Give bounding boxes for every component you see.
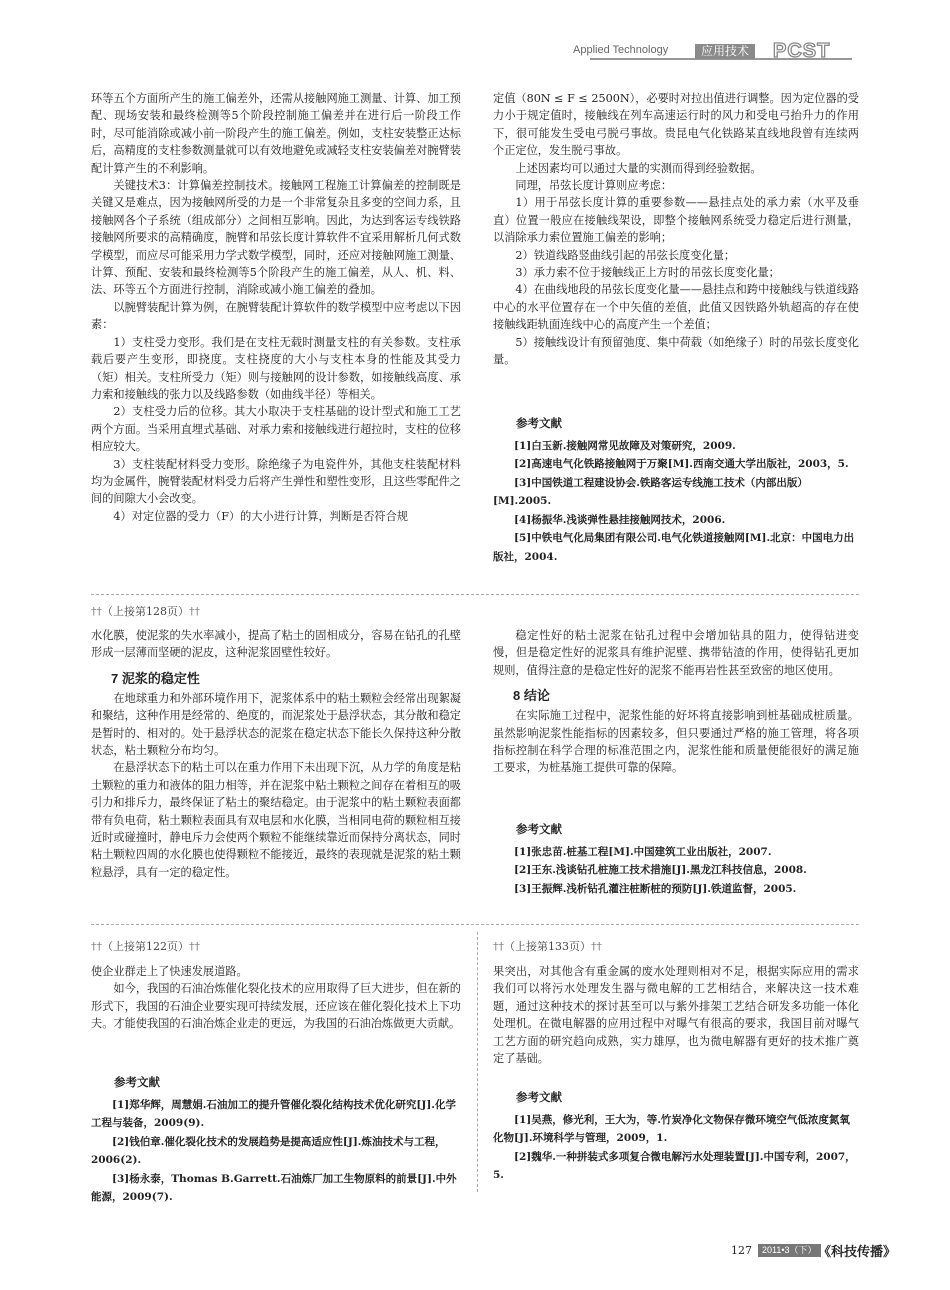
continued-label: （上接第122页） bbox=[102, 940, 189, 953]
reference-item: [2]王东.浅谈钻孔桩施工技术措施[J].黑龙江科技信息，2008. bbox=[514, 864, 807, 876]
paragraph: 上述因素均可以通过大量的实测而得到经验数据。 bbox=[515, 161, 762, 175]
column-divider bbox=[477, 932, 478, 1192]
header-section-english: Applied Technology bbox=[573, 44, 669, 56]
paragraph: 以腕臂装配计算为例，在腕臂装配计算软件的数学模型中应考虑以下因素： bbox=[91, 300, 461, 332]
paragraph: 5）接触线设计有预留弛度、集中荷载（如绝缘子）时的吊弦长度变化量。 bbox=[493, 335, 859, 367]
reference-item: [5]中铁电气化局集团有限公司.电气化铁道接触网[M].北京：中国电力出版社，2004. bbox=[493, 532, 855, 563]
paragraph: 2）铁道线路竖曲线引起的吊弦长度变化量； bbox=[515, 248, 736, 262]
reference-item: [3]王振辉.浅析钻孔灌注桩断桩的预防[J].铁道监督，2005. bbox=[514, 882, 797, 895]
continued-mark-icon: †† bbox=[91, 940, 102, 953]
reference-item: [2]魏华.一种拼装式多项复合微电解污水处理装置[J].中国专利，2007，5. bbox=[493, 1150, 856, 1181]
paragraph: 水化膜，使泥浆的失水率减小，提高了粘土的固相成分，容易在钻孔的孔壁形成一层薄而坚硬的泥皮，这种泥浆固壁性较好。 bbox=[91, 629, 461, 660]
references-heading: 参考文献 bbox=[114, 1075, 160, 1089]
issue-label: 2011•3（下） bbox=[758, 1244, 821, 1257]
continued-mark-icon: †† bbox=[189, 940, 200, 953]
page-number: 127 bbox=[731, 1244, 752, 1257]
reference-item: [2]钱伯章.催化裂化技术的发展趋势是提高适应性[J].炼油技术与工程，2006(2). bbox=[91, 1135, 446, 1166]
paragraph: 1）支柱受力变形。我们是在支柱无载时测量支柱的有关参数。支柱承载后要产生变形，即挠度。支柱挠度的大小与支柱本身的性能及其受力（矩）相关。支柱所受力（矩）则与接触网的设计参数，如接触线高度、承力索和接触线的张力以及线路参数（如曲线半径）等相关。 bbox=[91, 335, 461, 401]
paragraph: 使企业群走上了快速发展道路。 bbox=[91, 965, 248, 978]
section-heading: 7 泥浆的稳定性 bbox=[111, 670, 200, 686]
top-left-column bbox=[91, 90, 461, 525]
reference-item: [1]吴燕，修光利，王大为，等.竹炭净化文物保存微环境空气低浓度氮氧化物[J].环境科学与管理，2009，1. bbox=[493, 1113, 850, 1144]
paragraph: 果突出，对其他含有重金属的废水处理则相对不足，根据实际应用的需求我们可以将污水处理发生器与微电解的工艺相结合，来解决这一技术难题，通过这种技术的探讨甚至可以与紫外排架工艺结合研发多功能一体化处理机。在微电解器的应用过程中对曝气有很高的要求，我国目前对曝气工艺方面的研究趋向成熟，实力雄厚，也为微电解器有更好的技术推广奠定了基础。 bbox=[493, 965, 859, 1066]
middle-left-column bbox=[91, 627, 461, 881]
paragraph: 2）支柱受力后的位移。其大小取决于支柱基础的设计型式和施工工艺两个方面。当采用直埋式基础、对承力索和接触线进行超拉时，支柱的位移相应较大。 bbox=[91, 405, 461, 454]
paragraph: 关键技术3：计算偏差控制技术。接触网工程施工计算偏差的控制既是关键又是难点，因为接触网所受的力是一个非常复杂且多变的空间力系，且接触网各个子系统（组成部分）之间相互影响。因此，为达到客运专线铁路接触网所要求的高精确度，腕臂和吊弦长度计算软件不宜采用解析几何式数学模型，而应尽可能采用力学式数学模型，同时，还应对接触网施工测量、计算、预配、安装和最终检测等5个阶段产生的施工偏差，从人、机、料、法、环等五个方面进行控制，消除或减小施工偏差的叠加。 bbox=[91, 179, 461, 297]
references-heading: 参考文献 bbox=[516, 416, 562, 430]
top-references bbox=[493, 414, 859, 566]
continued-marker bbox=[91, 938, 200, 954]
journal-name: 《科技传播》 bbox=[818, 1245, 897, 1260]
reference-item: [1]张忠苗.桩基工程[M].中国建筑工业出版社，2007. bbox=[514, 845, 772, 858]
section-heading: 8 结论 bbox=[513, 688, 550, 704]
continued-mark-icon: †† bbox=[189, 605, 200, 618]
continued-label: （上接第128页） bbox=[102, 605, 189, 618]
reference-item: [3]中国铁道工程建设协会.铁路客运专线施工技术（内部出版）[M].2005. bbox=[493, 476, 808, 507]
section-divider bbox=[91, 924, 859, 925]
continued-mark-icon: †† bbox=[91, 605, 102, 618]
section-divider bbox=[91, 594, 859, 595]
paragraph: 3）承力索不位于接触线正上方时的吊弦长度变化量； bbox=[515, 266, 780, 280]
reference-item: [1]郑华辉，周慧娟.石油加工的提升管催化裂化结构技术优化研究[J].化学工程与装备，2009(9). bbox=[91, 1098, 456, 1129]
middle-right-column bbox=[493, 627, 859, 777]
paragraph: 如今，我国的石油冶炼催化裂化技术的应用取得了巨大进步，但在新的形式下，我国的石油企业要实现可持续发展，还应该在催化裂化技术上下功夫。才能使我国的石油冶炼企业走的更远，为我国的石油冶炼做更大贡献。 bbox=[91, 982, 461, 1031]
paragraph: 3）支柱装配材料受力变形。除绝缘子为电瓷件外，其他支柱装配材料均为金属件，腕臂装配材料受力后将产生弹性和塑性变形，且这些零配件之间的间隙大小会改变。 bbox=[91, 457, 461, 506]
paragraph: 同理，吊弦长度计算则应考虑： bbox=[515, 179, 673, 193]
paragraph: 环等五个方面所产生的施工偏差外，还需从接触网施工测量、计算、加工预配、现场安装和最终检测等5个阶段控制施工偏差并在进行后一阶段工作时，尽可能消除或减小前一阶段产生的施工偏差。例如，支柱安装整正达标后，高精度的支柱参数测量就可以有效地避免或减轻支柱安装偏差对腕臂装配计算产生的不利影响。 bbox=[91, 92, 461, 175]
reference-item: [3]杨永泰，Thomas B.Garrett.石油炼厂加工生物原料的前景[J].中外能源，2009(7). bbox=[91, 1172, 457, 1203]
continued-mark-icon: †† bbox=[591, 940, 602, 953]
reference-item: [2]高速电气化铁路接触网于万聚[M].西南交通大学出版社，2003，5. bbox=[514, 458, 849, 470]
continued-marker bbox=[493, 938, 602, 954]
continued-label: （上接第133页） bbox=[504, 940, 591, 953]
paragraph: 4）在曲线地段的吊弦长度变化量——悬挂点和跨中接触线与铁道线路中心的水平位置存在一个中矢值的差值，此值又因铁路外轨超高的存在使接触线距轨面连线中心的高度产生一个差值； bbox=[493, 283, 859, 332]
bottom-left-references bbox=[91, 1073, 461, 1207]
continued-mark-icon: †† bbox=[493, 940, 504, 953]
header-section-chinese: 应用技术 bbox=[695, 44, 755, 59]
reference-item: [1]白玉新.接触网常见故障及对策研究，2009. bbox=[514, 439, 736, 452]
paragraph: 定值（80N ≤ F ≤ 2500N），必要时对拉出值进行调整。因为定位器的受力小于规定值时，接触线在列车高速运行时的风力和受电弓抬升力的作用下，很可能发生受电弓脱弓事故。贵昆电气化铁路某直线地段曾有连续两个正定位，发生脱弓事故。 bbox=[493, 92, 859, 158]
paragraph: 4）对定位器的受力（F）的大小进行计算，判断是否符合规 bbox=[113, 509, 408, 523]
bottom-left-column bbox=[91, 963, 461, 1033]
paragraph: 在实际施工过程中，泥浆性能的好坏将直接影响到桩基础成桩质量。虽然影响泥浆性能指标的因素较多，但只要通过严格的施工管理，将各项指标控制在科学合理的标准范围之内，泥浆性能和质量便能很好的满足施工要求，为桩基施工提供可靠的保障。 bbox=[493, 709, 859, 775]
references-heading: 参考文献 bbox=[516, 1090, 562, 1104]
bottom-right-column bbox=[493, 963, 859, 1067]
paragraph: 稳定性好的粘土泥浆在钻孔过程中会增加钻具的阻力，使得钻进变慢，但是稳定性好的泥浆具有维护泥壁、携带钻渣的作用，使得钻孔更加规则，值得注意的是稳定性好的泥浆不能再岩性甚至致密的地区使用。 bbox=[493, 629, 859, 677]
bottom-right-references bbox=[493, 1088, 859, 1185]
continued-marker bbox=[91, 603, 200, 619]
middle-references bbox=[493, 820, 859, 898]
top-right-column bbox=[493, 90, 859, 369]
paragraph: 在地球重力和外部环境作用下，泥浆体系中的粘土颗粒会经常出现絮凝和聚结，这种作用是经常的、绝度的，而泥浆处于悬浮状态，其分散和稳定是暂时的、相对的。处于悬浮状态的泥浆在稳定状态下能长久保持这种分散状态，粘土颗粒分布均匀。 bbox=[91, 691, 461, 758]
reference-item: [4]杨振华.浅谈弹性悬挂接触网技术，2006. bbox=[514, 513, 726, 526]
paragraph: 在悬浮状态下的粘土可以在重力作用下未出现下沉，从力学的角度是粘土颗粒的重力和液体的阻力相等，并在泥浆中粘土颗粒之间存在着相互的吸引力和排斥力，最终保证了粘土的聚结稳定。由于泥浆中的粘土颗粒表面都带有负电荷，粘土颗粒表面具有双电层和水化膜，当相同电荷的颗粒相互接近时或碰撞时，静电斥力会使两个颗粒不能继续靠近而保持分离状态，同时粘土颗粒四周的水化膜也使得颗粒不能接近，最终的表现就是泥浆的粘土颗粒悬浮，具有一定的稳定性。 bbox=[91, 761, 461, 879]
paragraph: 1）用于吊弦长度计算的重要参数——悬挂点处的承力索（水平及垂直）位置一般应在接触线架设，即整个接触网系统受力稳定后进行测量，以消除承力索位置施工偏差的影响； bbox=[493, 196, 859, 245]
journal-logo: PCST bbox=[773, 40, 831, 62]
references-heading: 参考文献 bbox=[516, 822, 562, 836]
